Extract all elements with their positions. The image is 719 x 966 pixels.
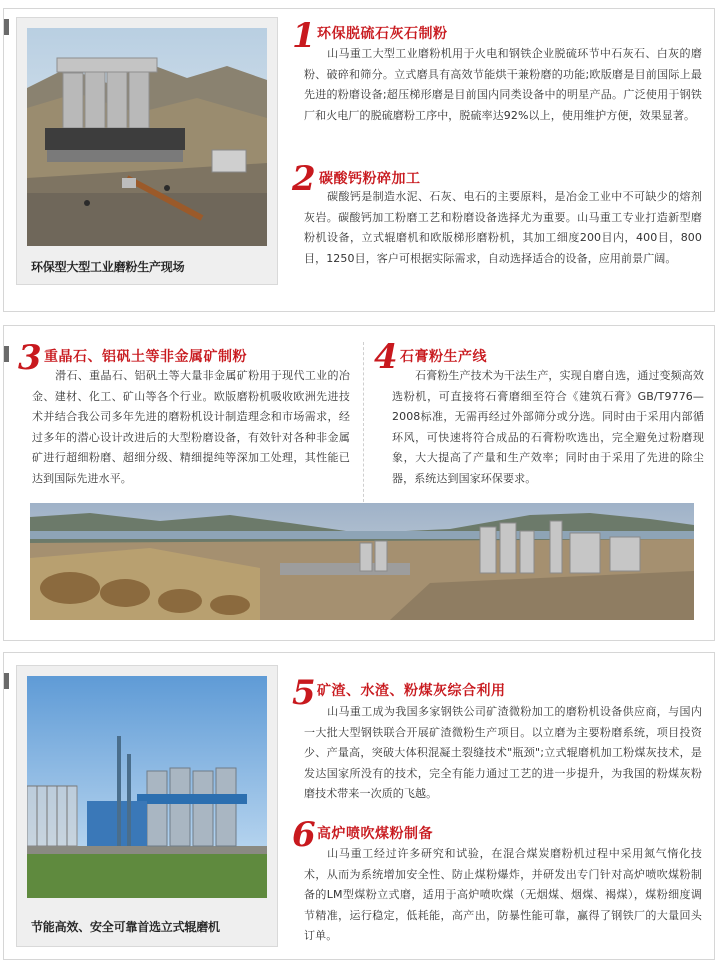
item-body-3: 滑石、重晶石、铝矾土等大量非金属矿粉用于现代工业的冶金、建材、化工、矿山等各个行业。欧版磨粉机吸收欧洲先进技术并结合我公司多年先进的磨粉机设计制造理念和市场需求，经过多年的潜心设计改进后的大型粉磨设备，有效针对各种非金属矿进行超细粉磨、超细分级、精细提纯等深加工处理，其性能已达到国际先进水平。 (32, 369, 350, 485)
item-title-6: 高炉喷吹煤粉制备 (317, 826, 433, 842)
item-title-3: 重晶石、铝矾土等非金属矿制粉 (44, 349, 247, 365)
item-body-1: 山马重工大型工业磨粉机用于火电和钢铁企业脱硫环节中石灰石、白灰的磨粉、破碎和筛分。立式磨具有高效节能烘干兼粉磨的功能;欧版磨是目前国际上最先进的粉磨设备;超压梯形磨是目前国内同类设备中的明星产品。广泛使用于钢铁厂和火电厂的脱硫磨粉工序中，脱硫率达92%以上，使用维护方便，效果显著。 (304, 47, 702, 122)
photo-caption: 节能高效、安全可靠首选立式辊磨机 (31, 920, 220, 934)
item-title-1: 环保脱硫石灰石制粉 (317, 26, 448, 42)
item-title-5: 矿渣、水渣、粉煤灰综合利用 (317, 683, 506, 699)
quarry-panorama-photo (30, 503, 694, 620)
item-number-3: 3 (18, 338, 42, 378)
photo-card (16, 665, 278, 947)
item-body-5: 山马重工成为我国多家钢铁公司矿渣微粉加工的磨粉机设备供应商，与国内一大批大型钢铁联合开展矿渣微粉生产项目。以立磨为主要粉磨系统，项目投资少、产量高，突破大体积混凝土裂缝技术"瓶颈";立式辊磨机加工粉煤灰技术，是发达国家所没有的技术，完全有能力通过工艺的进一步提升，为我国的粉煤灰粉磨技术带来一次质的飞越。 (304, 705, 702, 800)
section-slag-coal (3, 652, 715, 960)
item-body-6: 山马重工经过许多研究和试验，在混合煤炭磨粉机过程中采用氮气惰化技术，从而为系统增加安全性、防止煤粉爆炸，并研发出专门针对高炉喷吹煤粉制备的LM型煤粉立式磨，适用于高炉喷吹煤（无烟煤、烟煤、褐煤），煤粉细度调节精准，运行稳定，低耗能，高产出，防暴性能可靠，赢得了钢铁厂的大量回头订单。 (304, 847, 702, 942)
item-body-4: 石膏粉生产技术为干法生产，实现自磨自选，通过变频高效选粉机，可直接将石膏磨细至符合《建筑石膏》GB/T9776—2008标准，无需再经过外部筛分或分选。同时由于采用内部循环风，可快速将符合成品的石膏粉吹选出，完全避免过粉磨现象，大大提高了产量和生产效率；同时由于采用了先进的除尘器，系统达到国家环保要求。 (392, 369, 704, 485)
vertical-mill-plant-photo (27, 676, 267, 898)
photo-card (16, 17, 278, 285)
item-title-4: 石膏粉生产线 (400, 349, 487, 365)
item-body-2: 碳酸钙是制造水泥、石灰、电石的主要原料，是冶金工业中不可缺少的熔剂灰岩。碳酸钙加工粉磨工艺和粉磨设备选择尤为重要。山马重工专业打造新型磨粉机设备，立式辊磨机和欧版梯形磨粉机，其加工细度200目内，400目，800目，1250目，客户可根据实际需求，自动选择适合的设备，应用前景广阔。 (304, 190, 702, 265)
item-number-1: 1 (292, 16, 316, 56)
photo-caption: 环保型大型工业磨粉生产现场 (31, 260, 185, 274)
item-number-5: 5 (292, 673, 316, 713)
section-nonmetal-gypsum (3, 325, 715, 641)
item-number-6: 6 (292, 815, 316, 855)
item-number-2: 2 (292, 159, 316, 199)
industrial-site-photo (27, 28, 267, 246)
column-divider (363, 342, 364, 502)
section-marker (4, 19, 9, 35)
section-marker (4, 673, 9, 689)
item-title-2: 碳酸钙粉碎加工 (319, 171, 421, 187)
item-number-4: 4 (374, 337, 398, 377)
section-marker (4, 346, 9, 362)
section-desulfurization (3, 8, 715, 312)
